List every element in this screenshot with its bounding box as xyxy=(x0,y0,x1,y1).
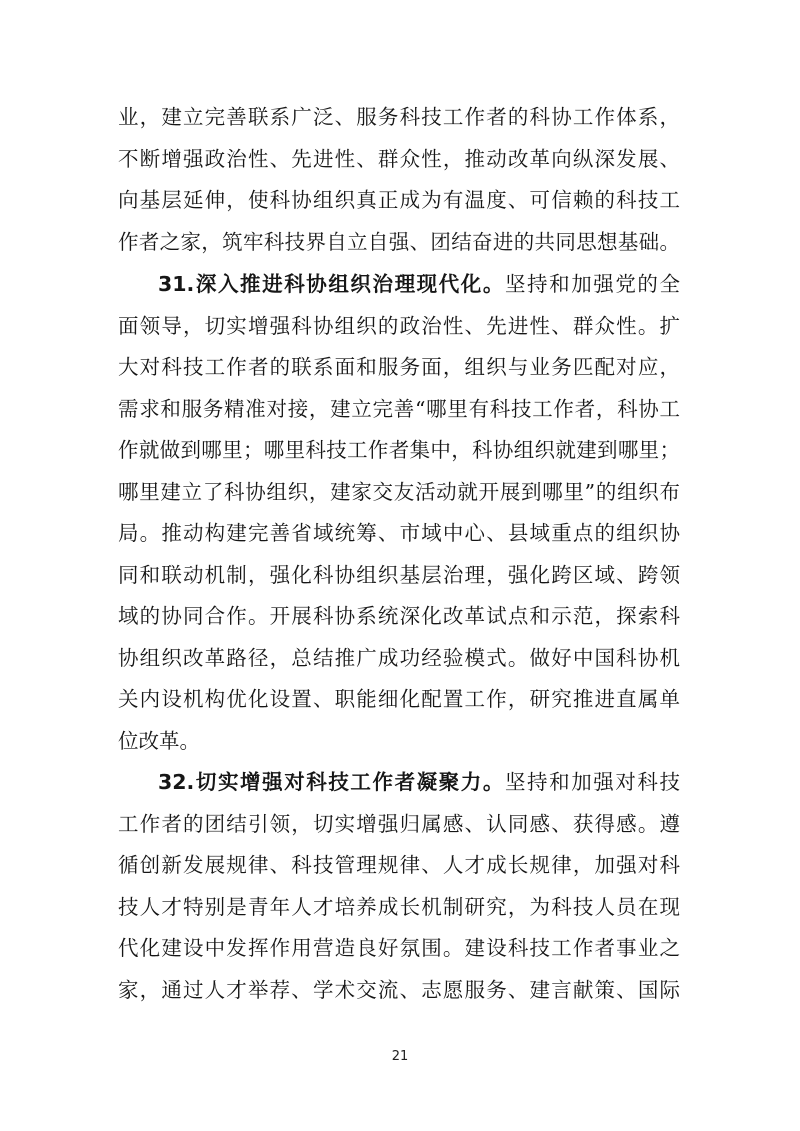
text-line: 业，建立完善联系广泛、服务科技工作者的科协工作体系， xyxy=(118,105,680,129)
paragraph-32 xyxy=(118,762,680,1011)
text-line: 大对科技工作者的联系面和服务面，组织与业务匹配对应， xyxy=(118,355,680,379)
text-line: 循创新发展规律、科技管理规律、人才成长规律，加强对科 xyxy=(118,853,680,877)
text-line: 作就做到哪里；哪里科技工作者集中，科协组织就建到哪里； xyxy=(118,438,680,462)
text-line: 同和联动机制，强化科协组织基层治理，强化跨区域、跨领 xyxy=(118,562,680,587)
text-line: 作者之家，筑牢科技界自立自强、团结奋进的共同思想基础。 xyxy=(118,229,680,254)
section-heading-32: 32.切实增强对科技工作者凝聚力。 xyxy=(158,770,505,794)
text-line: 不断增强政治性、先进性、群众性，推动改革向纵深发展、 xyxy=(118,146,680,171)
page-number: 21 xyxy=(391,1049,409,1064)
text-line: 向基层延伸，使科协组织真正成为有温度、可信赖的科技工 xyxy=(118,188,680,212)
paragraph-31 xyxy=(118,264,680,762)
text-line: 哪里建立了科协组织，建家交友活动就开展到哪里”的组织布 xyxy=(118,479,680,504)
text-line: 面领导，切实增强科协组织的政治性、先进性、群众性。扩 xyxy=(118,313,680,338)
text-line: 家，通过人才举荐、学术交流、志愿服务、建言献策、国际 xyxy=(118,977,680,1002)
text-line: 技人才特别是青年人才培养成长机制研究，为科技人员在现 xyxy=(118,894,680,919)
text-line: 代化建设中发挥作用营造良好氛围。建设科技工作者事业之 xyxy=(118,936,680,960)
text-line: 局。推动构建完善省域统筹、市域中心、县域重点的组织协 xyxy=(118,521,680,545)
text-run: 坚持和加强党的全 xyxy=(504,272,680,296)
paragraph-continuation xyxy=(118,97,680,263)
text-run: 坚持和加强对科技 xyxy=(504,770,680,794)
text-line: 需求和服务精准对接，建立完善“哪里有科技工作者，科协工 xyxy=(118,396,680,421)
text-line: 域的协同合作。开展科协系统深化改革试点和示范，探索科 xyxy=(118,604,680,628)
text-line: 协组织改革路径，总结推广成功经验模式。做好中国科协机 xyxy=(118,645,680,670)
text-line: 关内设机构优化设置、职能细化配置工作，研究推进直属单 xyxy=(118,687,680,711)
section-heading-31: 31.深入推进科协组织治理现代化。 xyxy=(158,272,505,296)
text-line-with-heading xyxy=(118,762,680,804)
text-line: 工作者的团结引领，切实增强归属感、认同感、获得感。遵 xyxy=(118,811,680,836)
text-line-with-heading xyxy=(118,264,680,306)
text-line: 位改革。 xyxy=(118,728,200,753)
